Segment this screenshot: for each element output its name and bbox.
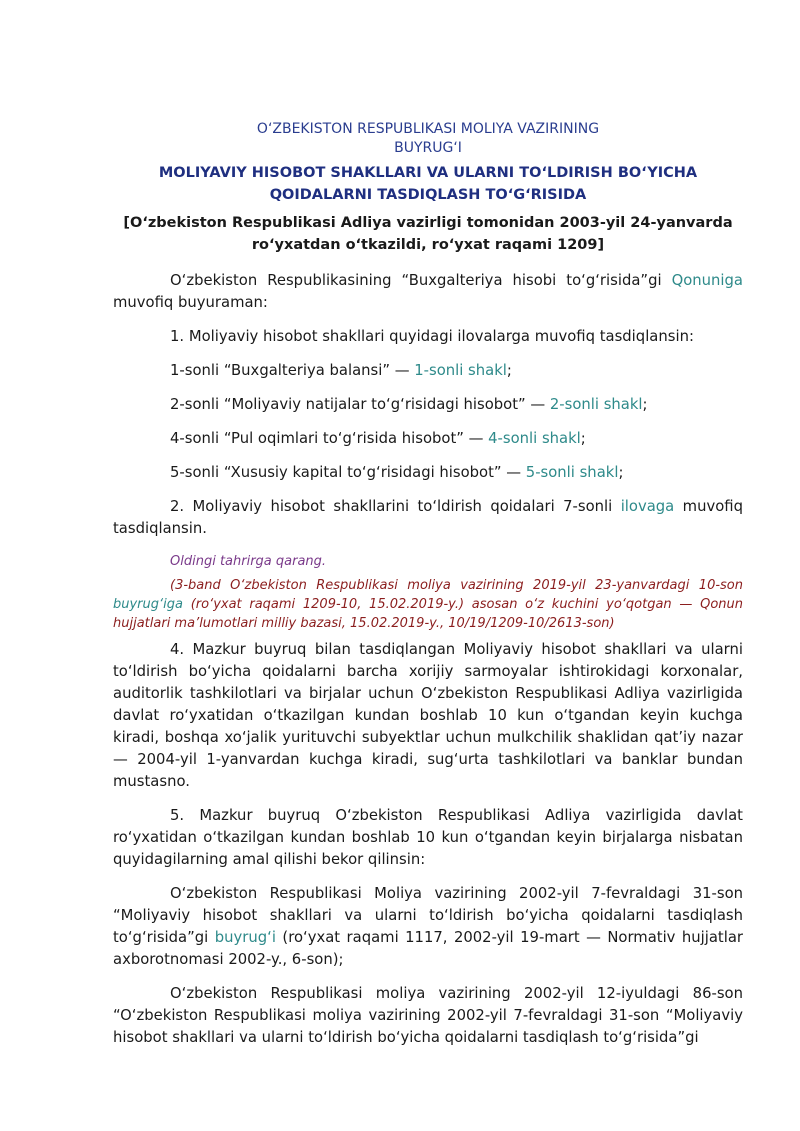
law-link[interactable]: Qonuniga <box>671 272 743 289</box>
form-item <box>113 394 743 416</box>
repeal-note-text: (3-band O‘zbekiston Respublikasi moliya vazirining 2019-yil 23-yanvardagi 10-son <box>170 578 743 593</box>
document-type: BUYRUG‘I <box>394 140 462 156</box>
form-item <box>113 360 743 382</box>
form-item <box>113 428 743 450</box>
form-item-text: 1-sonli “Buxgalteriya balansi” — <box>170 362 415 379</box>
appendix-link[interactable]: ilovaga <box>620 498 675 515</box>
repeal-item-2: O‘zbekiston Respublikasi moliya vazirining 2002-yil 12-iyuldagi 86-son “O‘zbekiston Respublikasi moliya vazirining 2002-yil 7-fevraldagi 31-son “Moliyaviy hisobot shakllari va ularni to‘ldirish bo‘yicha qoidalarni tasdiqlash to‘g‘risida”gi <box>113 985 743 1046</box>
form-item-text: 4-sonli “Pul oqimlari to‘g‘risida hisobot” — <box>170 430 489 447</box>
item-2-text: 2. Moliyaviy hisobot shakllarini to‘ldirish qoidalari 7-sonli <box>170 498 621 515</box>
intro-text: O‘zbekiston Respublikasining “Buxgalteriya hisobi to‘g‘risida”gi <box>170 272 672 289</box>
previous-edition-link[interactable]: Oldingi tahrirga qarang. <box>170 554 327 569</box>
intro-text-end: muvofiq buyuraman: <box>113 294 268 311</box>
form-item-end: ; <box>618 464 624 481</box>
order-link[interactable]: buyrug‘iga <box>113 597 183 612</box>
repeal-item-1 <box>113 883 743 971</box>
form-item <box>113 462 743 484</box>
repealed-order-link[interactable]: buyrug‘i <box>214 929 276 946</box>
intro-paragraph <box>113 270 743 314</box>
issuer-line: O‘ZBEKISTON RESPUBLIKASI MOLIYA VAZIRINING <box>256 121 600 137</box>
document-title-line-1: MOLIYAVIY HISOBOT SHAKLLARI VA ULARNI TO‘LDIRISH BO‘YICHA <box>158 165 698 181</box>
document-title-line-2: QOIDALARNI TASDIQLASH TO‘G‘RISIDA <box>269 187 587 203</box>
form-link-5[interactable]: 5-sonli shakl <box>525 464 619 481</box>
form-link-4[interactable]: 4-sonli shakl <box>488 430 581 447</box>
registration-line-1: [O‘zbekiston Respublikasi Adliya vazirligi tomonidan 2003-yil 24-yanvarda <box>123 215 733 231</box>
form-link-1[interactable]: 1-sonli shakl <box>414 362 507 379</box>
form-link-2[interactable]: 2-sonli shakl <box>549 396 643 413</box>
repeal-item-1-text-end: (ro‘yxat raqami 1117, 2002-yil 19-mart — Normativ hujjatlar axborotnomasi 2002-y., 6-son); <box>113 929 744 968</box>
form-item-text: 2-sonli “Moliyaviy natijalar to‘g‘risidagi hisobot” — <box>170 396 550 413</box>
item-1: 1. Moliyaviy hisobot shakllari quyidagi ilovalarga muvofiq tasdiqlansin: <box>170 328 694 345</box>
document-page <box>113 120 743 1049</box>
form-item-end: ; <box>642 396 648 413</box>
item-4: 4. Mazkur buyruq bilan tasdiqlangan Moliyaviy hisobot shakllari va ularni to‘ldirish bo‘yicha qoidalarni barcha xorijiy sarmoyalar ishtirokidagi korxonalar, auditorlik tashkilotlari va birjalar uchun O‘zbekiston Respublikasi Adliya vazirligida davlat ro‘yxatidan o‘tkazilgan kundan boshlab 10 kun o‘tgandan keyin kuchga kiradi, boshqa xo‘jalik yurituvchi subyektlar uchun mulkchilik shaklidan qat’iy nazar — 2004-yil 1-yanvardan kuchga kiradi, sug‘urta tashkilotlari va banklar bundan mustasno. <box>113 641 743 790</box>
form-item-end: ; <box>506 362 512 379</box>
form-item-end: ; <box>580 430 586 447</box>
repeal-note <box>113 576 743 633</box>
repeal-item-1-text: O‘zbekiston Respublikasi Moliya vazirining 2002-yil 7-fevraldagi 31-son “Moliyaviy hisobot shakllari va ularni to‘ldirish bo‘yicha qoidalarni tasdiqlash to‘g‘risida”gi <box>113 885 743 946</box>
repeal-note-text-end: (ro‘yxat raqami 1209-10, 15.02.2019-y.) asosan o‘z kuchini yo‘qotgan — Qonun hujjatlari ma’lumotlari milliy bazasi, 15.02.2019-y., 10/19/1209-10/2613-son) <box>113 597 743 631</box>
item-2-text-end: muvofiq tasdiqlansin. <box>113 498 743 537</box>
registration-line-2: ro‘yxatdan o‘tkazildi, ro‘yxat raqami 1209] <box>251 237 605 253</box>
item-2 <box>113 496 743 540</box>
form-item-text: 5-sonli “Xususiy kapital to‘g‘risidagi hisobot” — <box>170 464 526 481</box>
item-5: 5. Mazkur buyruq O‘zbekiston Respublikasi Adliya vazirligida davlat ro‘yxatidan o‘tkazilgan kundan boshlab 10 kun o‘tgandan keyin birjalarga nisbatan quyidagilarning amal qilishi bekor qilinsin: <box>113 807 743 868</box>
